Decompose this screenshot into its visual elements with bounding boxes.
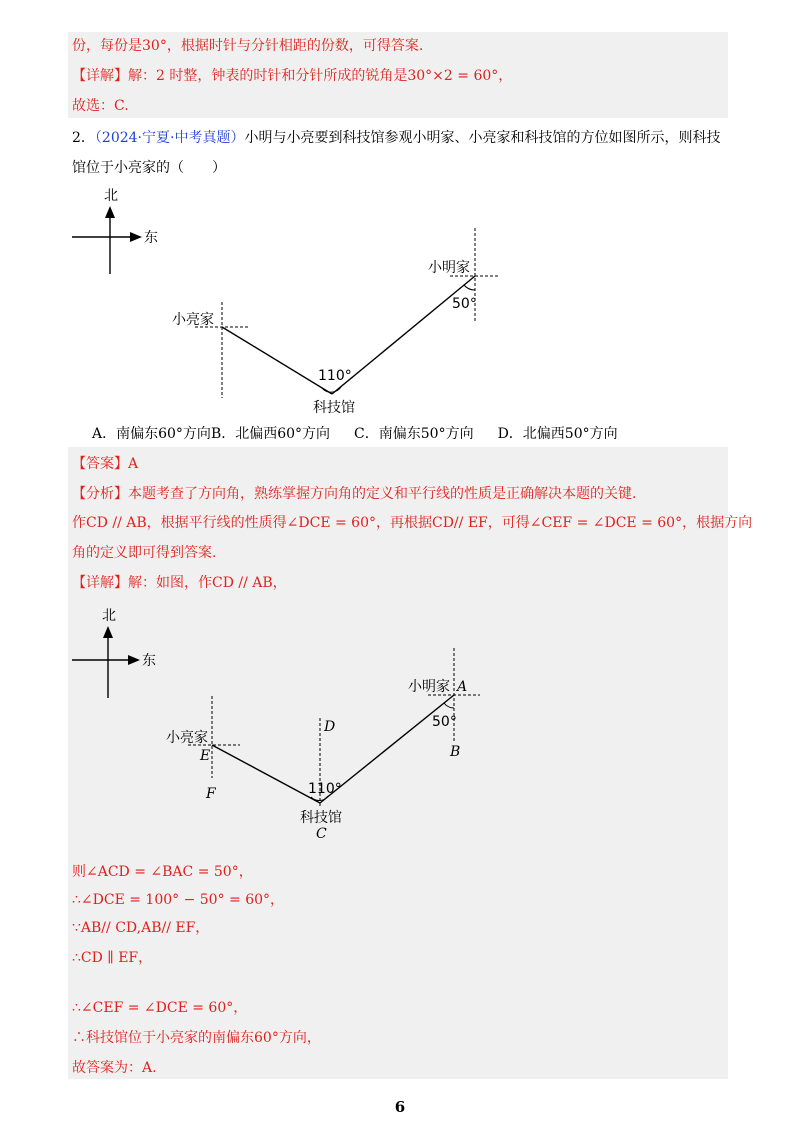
route-museum-to-xiaoming — [332, 276, 475, 394]
east-label: 东 — [144, 230, 158, 246]
angle-50-arc-2 — [444, 703, 454, 708]
museum-label: 科技馆 — [313, 400, 355, 416]
step-7: 故答案为：A. — [72, 1060, 157, 1076]
step-4: ∴CD ∥ EF， — [72, 950, 153, 966]
direction-figure-1 — [60, 186, 520, 416]
north-label: 北 — [104, 188, 118, 204]
solution-line-3: 故选：C. — [72, 98, 129, 114]
angle-50-label-2: 50° — [432, 714, 457, 730]
option-d[interactable]: D．北偏西50°方向 — [497, 426, 618, 442]
detail-label: 【详解】 — [72, 68, 128, 84]
detail-line — [72, 573, 287, 593]
east-label-2: 东 — [142, 653, 156, 669]
question-stem-line-1 — [72, 128, 720, 148]
museum-label-2: 科技馆 — [300, 810, 342, 826]
north-label-2: 北 — [102, 608, 116, 624]
angle-110-label: 110° — [318, 368, 352, 384]
question-stem-line-2: 馆位于小亮家的（ ） — [72, 160, 226, 176]
answer-line — [72, 454, 138, 474]
east-arrow-icon — [130, 232, 142, 242]
step-3: ∵AB// CD,AB// EF， — [72, 920, 210, 936]
solution-line-1: 份，每份是30°，根据时针与分针相距的份数，可得答案. — [72, 38, 424, 54]
option-a[interactable]: A．南偏东60°方向 — [92, 426, 211, 442]
direction-figure-2 — [60, 606, 520, 846]
option-b[interactable]: B．北偏西60°方向 — [210, 426, 331, 442]
detail-text-2: 解：如图，作CD // AB， — [128, 575, 287, 591]
page-number: 6 — [394, 1098, 406, 1116]
route-xiaoliang-to-museum — [222, 327, 332, 394]
point-b-label: B — [450, 744, 461, 760]
answer-value: A — [128, 456, 139, 472]
step-6: ∴科技馆位于小亮家的南偏东60°方向， — [72, 1030, 321, 1046]
xiaoliang-label: 小亮家 — [172, 312, 214, 328]
option-c[interactable]: C．南偏东50°方向 — [354, 426, 474, 442]
options-row — [92, 424, 618, 444]
question-number: 2． — [72, 130, 95, 146]
point-f-label: F — [206, 786, 216, 802]
north-arrow-icon — [105, 206, 115, 218]
xiaoming-label: 小明家 — [428, 260, 470, 276]
solution-line-2 — [72, 66, 512, 86]
question-stem: 小明与小亮要到科技馆参观小明家、小亮家和科技馆的方位如图所示，则科技 — [244, 130, 721, 146]
answer-label: 【答案】 — [72, 456, 128, 472]
step-1: 则∠ACD = ∠BAC = 50°， — [72, 864, 253, 880]
detail-text: 解：2 时整，钟表的时针和分针所成的锐角是30°×2 = 60°， — [128, 68, 513, 84]
xiaoliang-label-2: 小亮家 — [166, 730, 208, 746]
step-2: ∴∠DCE = 100° − 50° = 60°， — [72, 892, 285, 908]
east-arrow-icon-2 — [128, 655, 140, 665]
angle-50-arc — [464, 285, 475, 290]
north-arrow-icon-2 — [103, 626, 113, 638]
xiaoming-label-2: 小明家 — [408, 679, 450, 695]
step-5: ∴∠CEF = ∠DCE = 60°， — [72, 1000, 248, 1016]
analysis-line-2: 作CD // AB，根据平行线的性质得∠DCE = 60°，再根据CD// EF，可得∠CEF = ∠DCE = 60°，根据方向 — [72, 515, 753, 531]
point-a-label: A — [457, 679, 468, 695]
point-d-label: D — [324, 719, 336, 735]
analysis-line-1 — [72, 484, 636, 504]
angle-110-label-2: 110° — [308, 781, 342, 797]
detail-label-2: 【详解】 — [72, 575, 128, 591]
analysis-text-1: 本题考查了方向角，熟练掌握方向角的定义和平行线的性质是正确解决本题的关键. — [128, 486, 637, 502]
point-c-label: C — [316, 826, 327, 842]
angle-50-label: 50° — [452, 296, 477, 312]
route-e-to-c — [212, 745, 320, 803]
question-source: （2024·宁夏·中考真题） — [94, 130, 245, 146]
analysis-line-3: 角的定义即可得到答案. — [72, 545, 217, 561]
point-e-label: E — [200, 748, 211, 764]
analysis-label: 【分析】 — [72, 486, 128, 502]
